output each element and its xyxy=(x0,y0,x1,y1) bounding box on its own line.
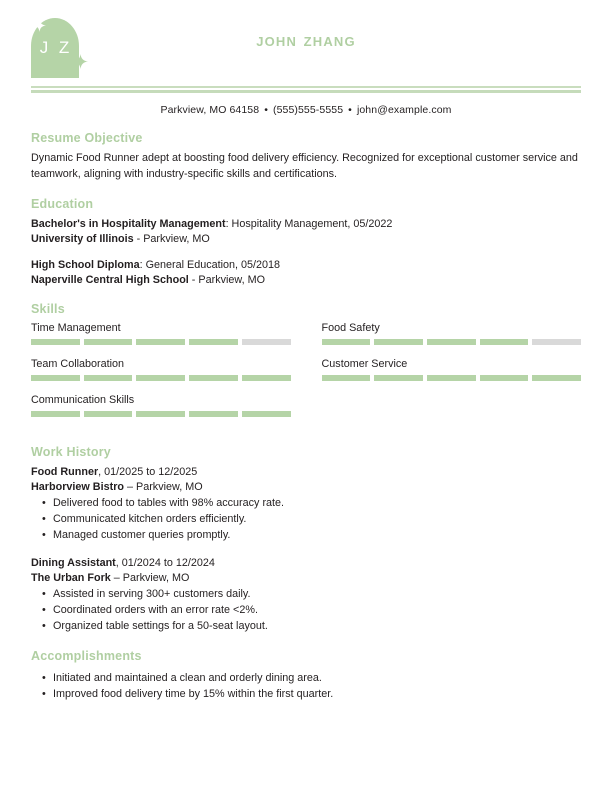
skill-rating-segment xyxy=(84,411,133,417)
skill-rating-bar xyxy=(322,339,582,345)
skill-rating-segment xyxy=(480,339,529,345)
job-location: – Parkview, MO xyxy=(110,571,190,584)
education-location: - Parkview, MO xyxy=(188,273,265,286)
job-bullet: • Communicated kitchen orders efficiently. xyxy=(53,511,581,527)
skill-rating-segment xyxy=(136,375,185,381)
skill-item xyxy=(31,358,291,381)
skill-label: Food Safety xyxy=(321,322,380,334)
job-location: – Parkview, MO xyxy=(124,480,203,493)
skill-rating-segment xyxy=(31,375,80,381)
job-bullets xyxy=(31,586,581,634)
skill-rating-segment xyxy=(31,339,80,345)
skill-rating-segment xyxy=(189,375,238,381)
accomplishment-bullet: • Initiated and maintained a clean and orderly dining area. xyxy=(53,670,581,686)
objective-text: Dynamic Food Runner adept at boosting food delivery efficiency. Recognized for exceptional customer service and teamwork, aligning with industry-specific skills and certifications. xyxy=(31,152,578,180)
skill-rating-bar xyxy=(31,411,291,417)
education-school-line xyxy=(31,273,581,288)
skill-rating-segment xyxy=(427,375,476,381)
education-school: Naperville Central High School xyxy=(31,273,189,286)
header-divider xyxy=(31,86,581,93)
skill-label: Team Collaboration xyxy=(31,358,125,370)
job-bullet: • Assisted in serving 300+ customers daily. xyxy=(53,586,581,602)
skill-rating-segment xyxy=(242,375,291,381)
skill-rating-segment xyxy=(532,339,581,345)
skill-rating-segment xyxy=(136,411,185,417)
job-title: Dining Assistant xyxy=(31,557,116,569)
education-location: - Parkview, MO xyxy=(133,232,210,245)
skill-rating-bar xyxy=(31,339,291,345)
work-history-list xyxy=(31,465,581,634)
monogram-initials: J Z xyxy=(39,38,73,57)
divider-rule-thick xyxy=(31,90,581,94)
section-title-objective: Resume Objective xyxy=(31,131,143,145)
skill-item xyxy=(322,358,582,381)
contact-location: Parkview, MO 64158 xyxy=(160,104,260,116)
job-bullet: • Organized table settings for a 50-seat layout. xyxy=(53,618,581,634)
contact-separator: • xyxy=(264,104,268,116)
skill-rating-bar xyxy=(31,375,291,381)
accomplishments-bullets xyxy=(31,670,581,702)
education-degree-details: : Hospitality Management, 05/2022 xyxy=(225,218,393,230)
skill-rating-segment xyxy=(480,375,529,381)
skill-rating-bar xyxy=(322,375,582,381)
skill-rating-segment xyxy=(532,375,581,381)
education-school: University of Illinois xyxy=(31,232,134,245)
job-company-line xyxy=(31,571,581,586)
skill-rating-segment xyxy=(374,339,423,345)
skill-rating-segment xyxy=(374,375,423,381)
section-title-skills: Skills xyxy=(31,302,65,316)
section-title-work-history: Work History xyxy=(31,445,111,459)
job-bullets xyxy=(31,495,581,543)
education-degree-line xyxy=(31,258,581,273)
education-degree: High School Diploma xyxy=(31,259,140,271)
skill-rating-segment xyxy=(136,339,185,345)
section-title-education: Education xyxy=(31,197,94,211)
job-dates: , 01/2024 to 12/2024 xyxy=(115,557,215,569)
contact-separator: • xyxy=(348,104,352,116)
work-history-entry xyxy=(31,556,581,634)
section-title-accomplishments: Accomplishments xyxy=(31,649,142,663)
contact-line xyxy=(31,104,581,116)
skill-rating-segment xyxy=(31,411,80,417)
education-degree-details: : General Education, 05/2018 xyxy=(139,259,281,271)
skill-item xyxy=(31,394,291,417)
accomplishments-section xyxy=(31,649,581,702)
job-title: Food Runner xyxy=(31,466,99,478)
job-title-line xyxy=(31,465,581,480)
skill-rating-segment xyxy=(322,339,371,345)
job-company: The Urban Fork xyxy=(31,571,111,584)
job-title-line xyxy=(31,556,581,571)
contact-email: john@example.com xyxy=(356,104,452,116)
skill-rating-segment xyxy=(427,339,476,345)
education-degree-line xyxy=(31,217,581,232)
job-bullet: • Managed customer queries promptly. xyxy=(53,527,581,543)
skill-label: Communication Skills xyxy=(31,394,135,406)
education-entry xyxy=(31,258,581,287)
job-bullet: • Coordinated orders with an error rate <2%. xyxy=(53,602,581,618)
skill-rating-segment xyxy=(322,375,371,381)
skill-rating-segment xyxy=(242,411,291,417)
education-school-line xyxy=(31,232,581,247)
education-entry xyxy=(31,217,581,246)
skill-rating-segment xyxy=(84,375,133,381)
skill-item xyxy=(31,322,291,345)
job-company: Harborview Bistro xyxy=(31,480,124,493)
job-company-line xyxy=(31,480,581,495)
skill-label: Customer Service xyxy=(321,358,408,370)
education-list xyxy=(31,217,581,287)
work-history-entry xyxy=(31,465,581,543)
education-degree: Bachelor's in Hospitality Management xyxy=(31,218,226,230)
skills-grid xyxy=(31,322,581,430)
skill-label: Time Management xyxy=(31,322,121,334)
skill-item xyxy=(322,322,582,345)
skill-rating-segment xyxy=(189,411,238,417)
skill-rating-segment xyxy=(84,339,133,345)
accomplishment-bullet: • Improved food delivery time by 15% within the first quarter. xyxy=(53,686,581,702)
resume-header xyxy=(31,0,581,84)
job-bullet: • Delivered food to tables with 98% accuracy rate. xyxy=(53,495,581,511)
skill-rating-segment xyxy=(242,339,291,345)
sparkle-icon xyxy=(73,54,88,69)
skill-rating-segment xyxy=(189,339,238,345)
page-title: john zhang xyxy=(256,30,356,51)
job-dates: , 01/2025 to 12/2025 xyxy=(98,466,198,478)
contact-phone: (555)555-5555 xyxy=(272,104,344,116)
